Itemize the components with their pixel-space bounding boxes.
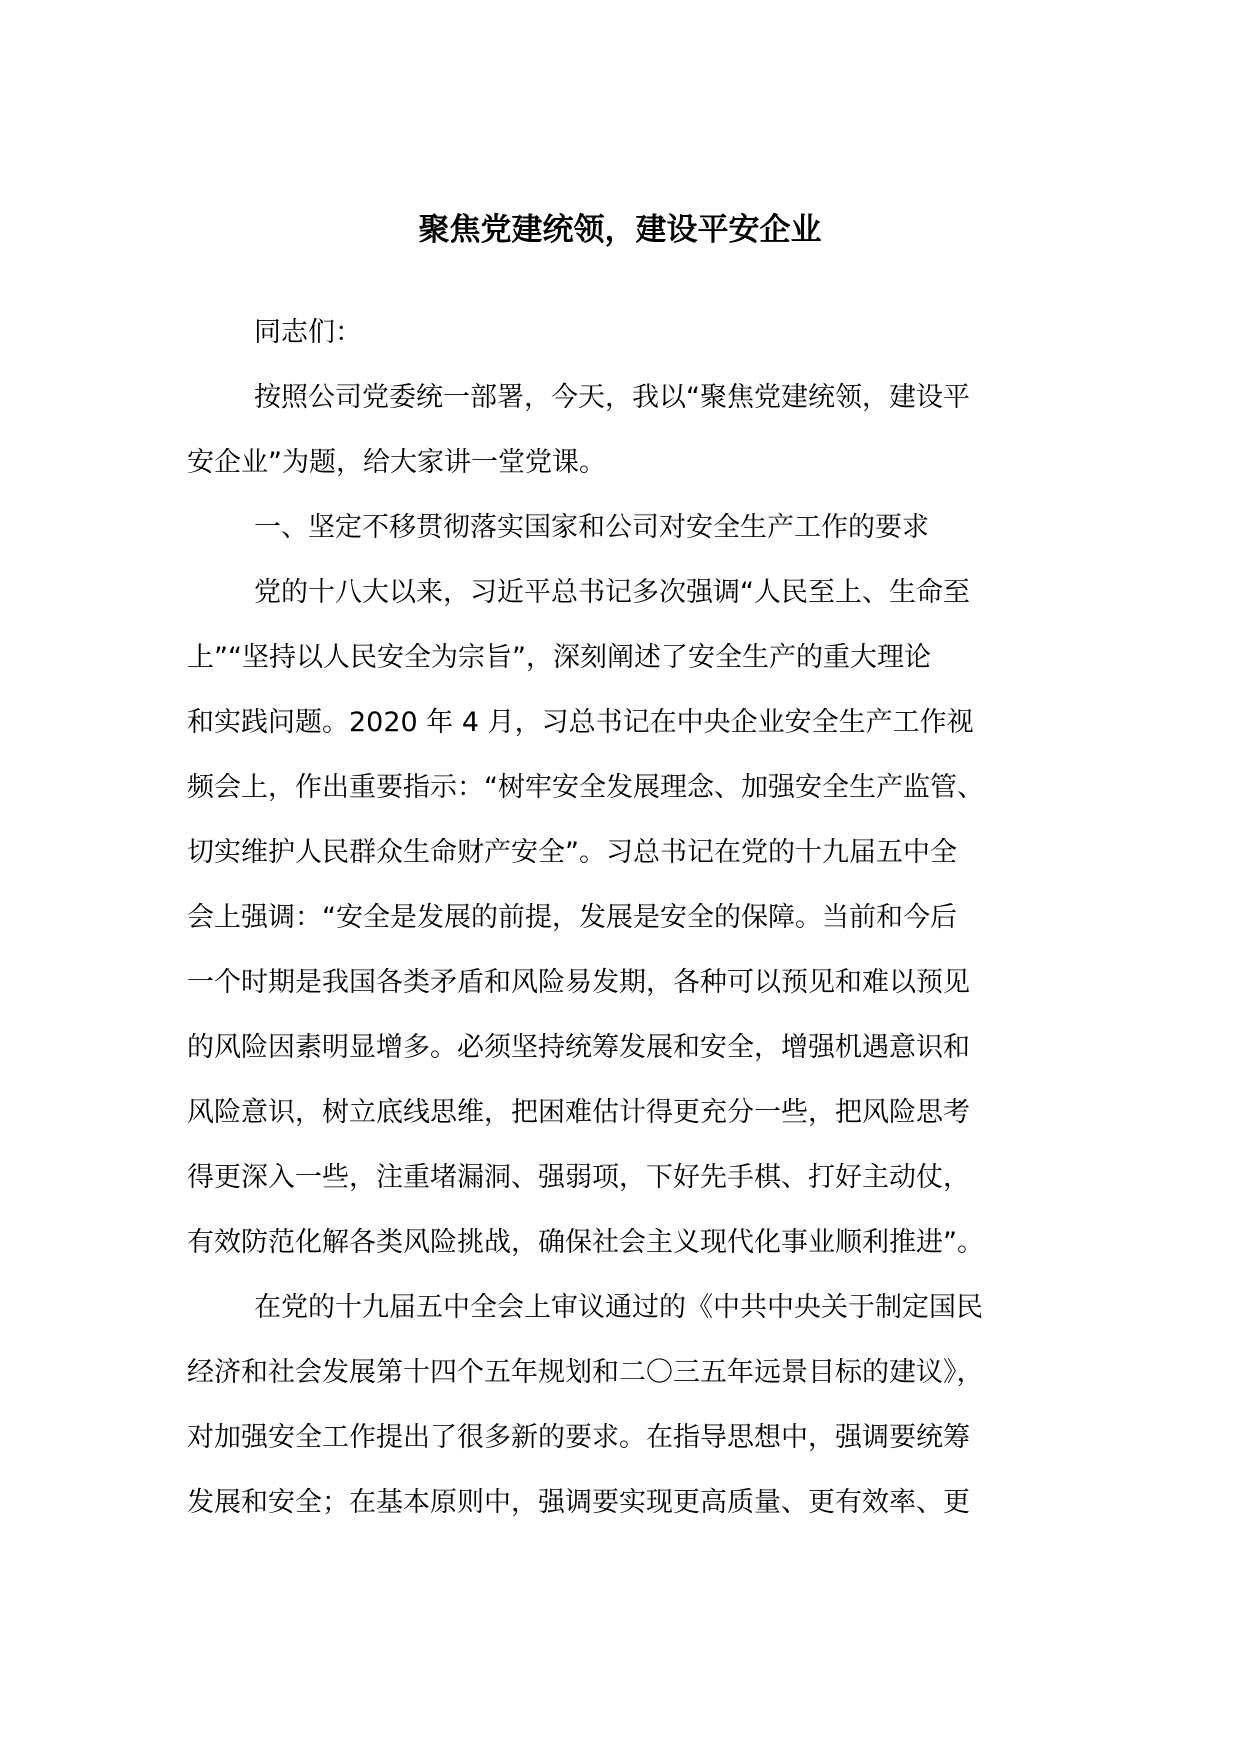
- salutation: 同志们：: [254, 317, 362, 348]
- paragraph-line: 党的十八大以来，习近平总书记多次强调“人民至上、生命至: [254, 577, 970, 608]
- paragraph-line: 按照公司党委统一部署，今天，我以“聚焦党建统领，建设平: [254, 382, 970, 413]
- paragraph-line: 对加强安全工作提出了很多新的要求。在指导思想中，强调要统筹: [187, 1422, 970, 1453]
- document-body: [187, 300, 1053, 1535]
- paragraph-line: 会上强调：“安全是发展的前提，发展是安全的保障。当前和今后: [187, 902, 957, 933]
- paragraph-line: 得更深入一些，注重堵漏洞、强弱项，下好先手棋、打好主动仗，: [187, 1162, 970, 1193]
- paragraph-line: 的风险因素明显增多。必须坚持统筹发展和安全，增强机遇意识和: [187, 1032, 970, 1063]
- paragraph-line: 上”“坚持以人民安全为宗旨”，深刻阐述了安全生产的重大理论: [187, 642, 931, 673]
- section-heading: 一、坚定不移贯彻落实国家和公司对安全生产工作的要求: [254, 512, 929, 543]
- paragraph-line: 发展和安全；在基本原则中，强调要实现更高质量、更有效率、更: [187, 1487, 970, 1518]
- paragraph-line: 一个时期是我国各类矛盾和风险易发期，各种可以预见和难以预见: [187, 967, 970, 998]
- paragraph-line: 风险意识，树立底线思维，把困难估计得更充分一些，把风险思考: [187, 1097, 970, 1128]
- paragraph-line: 安企业”为题，给大家讲一堂党课。: [187, 447, 606, 478]
- paragraph-line: 切实维护人民群众生命财产安全”。习总书记在党的十九届五中全: [187, 837, 957, 868]
- paragraph-line: 经济和社会发展第十四个五年规划和二〇三五年远景目标的建议》，: [187, 1357, 984, 1388]
- paragraph-line: 在党的十九届五中全会上审议通过的《中共中央关于制定国民: [254, 1292, 983, 1323]
- paragraph-line: 有效防范化解各类风险挑战，确保社会主义现代化事业顺利推进”。: [187, 1227, 984, 1258]
- document-title: 聚焦党建统领，建设平安企业: [418, 212, 822, 248]
- paragraph-line: 频会上，作出重要指示：“树牢安全发展理念、加强安全生产监管、: [187, 772, 984, 803]
- paragraph-line: 和实践问题。2020 年 4 月，习总书记在中央企业安全生产工作视: [187, 707, 974, 738]
